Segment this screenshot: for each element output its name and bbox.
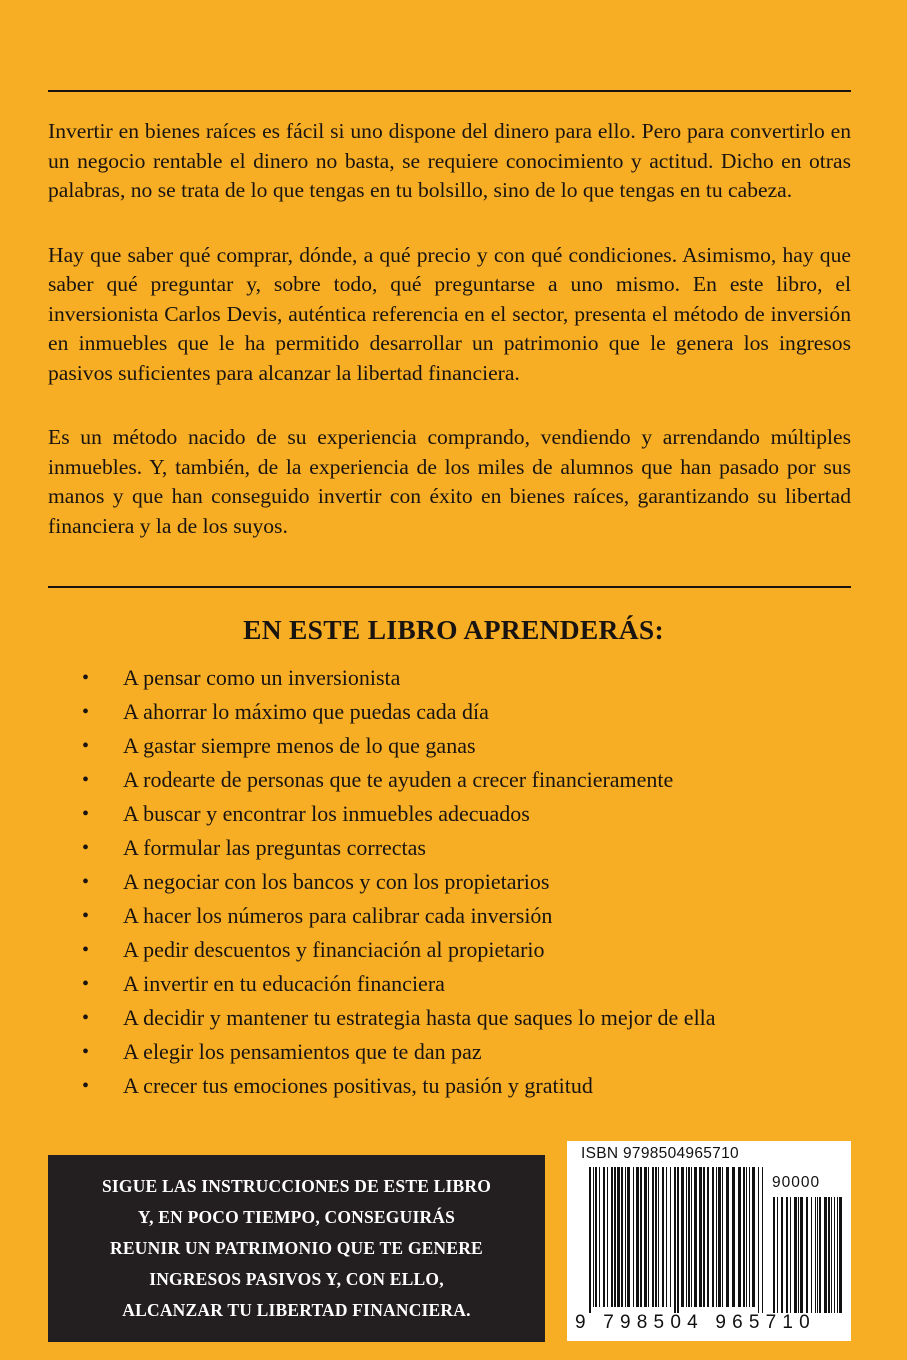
list-item-text: A ahorrar lo máximo que puedas cada día bbox=[123, 699, 489, 724]
barcode-bar bbox=[603, 1167, 605, 1307]
barcode-bar bbox=[648, 1167, 649, 1307]
barcode-bar bbox=[786, 1197, 788, 1313]
barcode-bar bbox=[777, 1197, 778, 1313]
list-item bbox=[82, 695, 862, 729]
list-item bbox=[82, 1069, 862, 1103]
bullet-icon: • bbox=[82, 939, 90, 961]
bullet-icon: • bbox=[82, 735, 90, 757]
list-item-text: A invertir en tu educación financiera bbox=[123, 971, 445, 996]
barcode-bar bbox=[746, 1167, 747, 1307]
barcode-bar bbox=[607, 1167, 608, 1307]
barcode-bar bbox=[666, 1167, 667, 1307]
bullet-icon: • bbox=[82, 701, 90, 723]
barcode-bar bbox=[621, 1167, 623, 1307]
barcode-bar bbox=[790, 1197, 791, 1313]
barcode-bar bbox=[677, 1167, 679, 1313]
middle-divider bbox=[48, 586, 851, 588]
bullet-icon: • bbox=[82, 803, 90, 825]
barcode-bar bbox=[743, 1167, 745, 1307]
barcode-bar bbox=[794, 1197, 797, 1313]
barcode-bar bbox=[824, 1197, 827, 1313]
barcode-bar bbox=[640, 1167, 642, 1307]
barcode-bar bbox=[800, 1197, 803, 1313]
bullet-icon: • bbox=[82, 871, 90, 893]
barcode-bar bbox=[662, 1167, 664, 1307]
bullet-icon: • bbox=[82, 905, 90, 927]
barcode-bar bbox=[831, 1197, 832, 1313]
barcode-bar bbox=[798, 1197, 799, 1313]
list-item bbox=[82, 729, 862, 763]
barcode-bar bbox=[614, 1167, 616, 1307]
barcode-bar bbox=[752, 1167, 755, 1307]
bullet-icon: • bbox=[82, 667, 90, 689]
barcode-bar bbox=[686, 1167, 687, 1307]
list-item bbox=[82, 661, 862, 695]
barcode-bar bbox=[738, 1167, 741, 1307]
barcode-bar bbox=[699, 1167, 702, 1307]
barcode-bar bbox=[718, 1167, 721, 1307]
barcode-bar bbox=[839, 1197, 842, 1313]
cta-line: REUNIR UN PATRIMONIO QUE TE GENERE bbox=[110, 1238, 483, 1258]
barcode-bar bbox=[655, 1167, 657, 1307]
barcode-bar bbox=[633, 1167, 634, 1307]
barcode-bar bbox=[837, 1197, 838, 1313]
list-item bbox=[82, 865, 862, 899]
barcode-bar bbox=[658, 1167, 659, 1307]
barcode-bar bbox=[691, 1167, 692, 1307]
barcode-bar bbox=[722, 1167, 723, 1307]
call-to-action-box bbox=[48, 1155, 545, 1342]
barcode-bar bbox=[652, 1167, 654, 1307]
bullet-icon: • bbox=[82, 973, 90, 995]
description-paragraph-3: Es un método nacido de su experiencia comprando, vendiendo y arrendando múltiples inmuebles. Y, también, de la experiencia de los miles de alumnos que han pasado por sus manos y que han conseguido invertir con éxito en bienes raíces, garantizando su libertad financiera y la de los suyos. bbox=[48, 425, 851, 538]
list-item bbox=[82, 831, 862, 865]
barcode-bar bbox=[834, 1197, 835, 1313]
barcode-bar bbox=[773, 1197, 775, 1313]
ean-digits: 9 798504 965710 bbox=[575, 1312, 816, 1333]
bullet-icon: • bbox=[82, 837, 90, 859]
learn-section-title: EN ESTE LIBRO APRENDERÁS: bbox=[243, 614, 664, 645]
isbn-label: ISBN 9798504965710 bbox=[581, 1145, 739, 1162]
list-item-text: A negociar con los bancos y con los propietarios bbox=[123, 869, 550, 894]
barcode-bar bbox=[726, 1167, 729, 1307]
list-item-text: A formular las preguntas correctas bbox=[123, 835, 426, 860]
barcode-bar bbox=[589, 1167, 591, 1313]
list-item-text: A gastar siempre menos de lo que ganas bbox=[123, 733, 476, 758]
list-item-text: A rodearte de personas que te ayuden a crecer financieramente bbox=[123, 767, 674, 792]
barcode-bar bbox=[758, 1167, 759, 1313]
bullet-icon: • bbox=[82, 769, 90, 791]
list-item bbox=[82, 933, 862, 967]
barcode-bar bbox=[819, 1197, 821, 1313]
list-item-text: A hacer los números para calibrar cada inversión bbox=[123, 903, 553, 928]
barcode-bar bbox=[815, 1197, 816, 1313]
barcode-bar bbox=[644, 1167, 647, 1307]
cta-line: SIGUE LAS INSTRUCCIONES DE ESTE LIBRO bbox=[101, 1176, 492, 1196]
barcode-bar bbox=[712, 1167, 714, 1307]
bullet-icon: • bbox=[82, 1007, 90, 1029]
list-item bbox=[82, 797, 862, 831]
barcode-bar bbox=[694, 1167, 697, 1307]
barcode-bar bbox=[688, 1167, 690, 1307]
list-item bbox=[82, 1035, 862, 1069]
barcode-bar bbox=[828, 1197, 830, 1313]
list-item bbox=[82, 967, 862, 1001]
list-item-text: A crecer tus emociones positivas, tu pasión y gratitud bbox=[123, 1073, 593, 1098]
cta-line: Y, EN POCO TIEMPO, CONSEGUIRÁS bbox=[137, 1207, 456, 1227]
barcode-bars bbox=[567, 1141, 851, 1341]
barcode-bar bbox=[806, 1197, 808, 1313]
barcode-bar bbox=[595, 1167, 597, 1307]
barcode-bar bbox=[681, 1167, 684, 1307]
description-paragraph-2: Hay que saber qué comprar, dónde, a qué precio y con qué condiciones. Asimismo, hay que saber qué preguntar y, sobre todo, qué preguntarse a uno mismo. En este libro, el inversionista Carlos Devis, auténtica referencia en el sector, presenta el método de inversión en inmuebles que le ha permitido desarrollar un patrimonio que le genera los ingresos pasivos suficientes para alcanzar la libertad financiera. bbox=[48, 242, 851, 385]
barcode-bar bbox=[781, 1197, 783, 1313]
list-item-text: A pensar como un inversionista bbox=[123, 665, 401, 690]
bullet-icon: • bbox=[82, 1075, 90, 1097]
list-item bbox=[82, 763, 862, 797]
barcode-bar bbox=[703, 1167, 705, 1307]
list-item bbox=[82, 1001, 862, 1035]
barcode-bar bbox=[762, 1167, 763, 1313]
barcode-bar bbox=[636, 1167, 639, 1307]
barcode-bar bbox=[811, 1197, 812, 1313]
barcode-bar bbox=[817, 1197, 818, 1313]
barcode-bar bbox=[716, 1167, 717, 1307]
bullet-icon: • bbox=[82, 1041, 90, 1063]
learn-list bbox=[82, 661, 862, 1103]
barcode-bar bbox=[670, 1167, 671, 1307]
barcode-bar bbox=[749, 1167, 750, 1307]
barcode-bar bbox=[674, 1167, 676, 1313]
price-code: 90000 bbox=[772, 1174, 821, 1191]
barcode-bar bbox=[707, 1167, 709, 1307]
list-item-text: A pedir descuentos y financiación al propietario bbox=[123, 937, 545, 962]
barcode-bar bbox=[611, 1167, 613, 1307]
book-description bbox=[48, 117, 851, 576]
cta-line: ALCANZAR TU LIBERTAD FINANCIERA. bbox=[122, 1300, 471, 1320]
barcode-bar bbox=[732, 1167, 735, 1307]
list-item bbox=[82, 899, 862, 933]
barcode-bar bbox=[617, 1167, 620, 1307]
list-item-text: A decidir y mantener tu estrategia hasta que saques lo mejor de ella bbox=[123, 1005, 716, 1030]
cta-line: INGRESOS PASIVOS Y, CON ELLO, bbox=[149, 1269, 444, 1289]
isbn-barcode bbox=[567, 1141, 851, 1341]
top-divider bbox=[48, 90, 851, 92]
barcode-bar bbox=[599, 1167, 600, 1307]
barcode-bar bbox=[627, 1167, 630, 1307]
barcode-bar bbox=[593, 1167, 594, 1307]
list-item-text: A elegir los pensamientos que te dan paz bbox=[123, 1039, 482, 1064]
list-item-text: A buscar y encontrar los inmuebles adecuados bbox=[123, 801, 530, 826]
barcode-bar bbox=[625, 1167, 626, 1307]
description-paragraph-1: Invertir en bienes raíces es fácil si uno dispone del dinero para ello. Pero para convertirlo en un negocio rentable el dinero no basta, se requiere conocimiento y actitud. Dicho en otras palabras, no se trata de lo que tengas en tu bolsillo, sino de lo que tengas en tu cabeza. bbox=[48, 119, 851, 202]
